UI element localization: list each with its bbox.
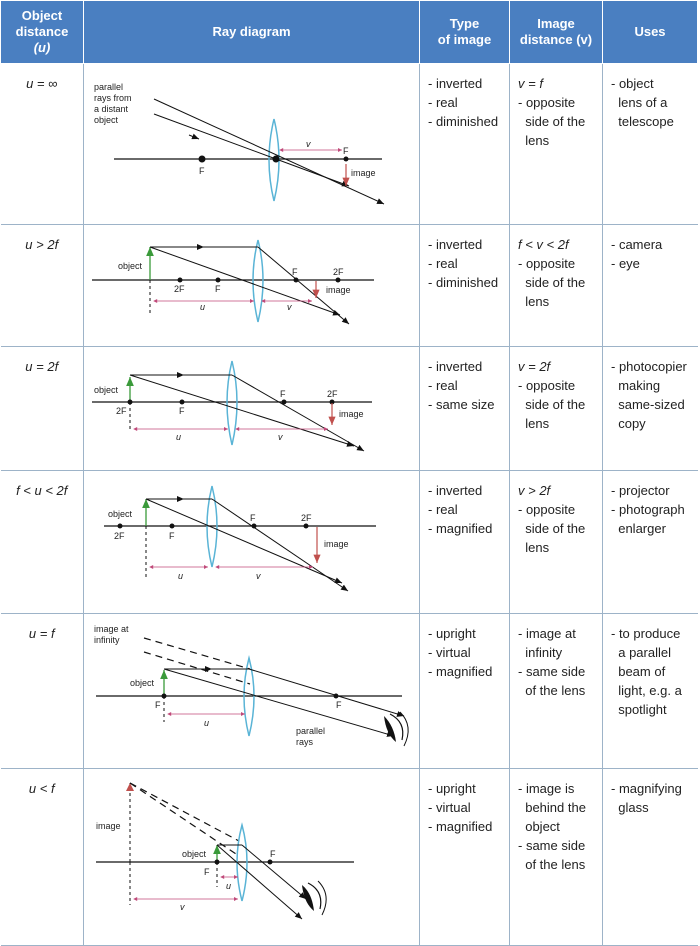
focal-point (180, 400, 185, 405)
ray-diagram-cell (84, 471, 420, 614)
point-2f (336, 278, 341, 283)
header-ray-diagram: Ray diagram (84, 1, 420, 64)
type-of-image-cell (420, 769, 510, 946)
list-item: - real (428, 256, 458, 271)
list-item: - real (428, 502, 458, 517)
list-item: a parallel (611, 645, 671, 660)
point-2f (118, 524, 123, 529)
diagram-label: rays from (94, 93, 132, 103)
object-distance-cell: f < u < 2f (1, 471, 84, 614)
focal-point (216, 278, 221, 283)
list-item: - same size (428, 397, 495, 412)
list-item: - inverted (428, 483, 483, 498)
point-2f (178, 278, 183, 283)
list-item: lens (518, 294, 550, 309)
object-distance-cell: u = 2f (1, 347, 84, 471)
type-of-image-cell (420, 471, 510, 614)
ray-diagram-cell (84, 64, 420, 225)
ray-diagram-at-f (84, 614, 420, 756)
list-item: - magnified (428, 521, 493, 536)
focal-label: 2F (327, 389, 338, 399)
ray (249, 669, 404, 716)
object-distance-cell: u > 2f (1, 225, 84, 347)
focal-point (162, 694, 167, 699)
list-item: - upright (428, 781, 476, 796)
header-type-of-image: Type of image (420, 1, 510, 64)
object-label: object (108, 509, 133, 519)
list-item: - virtual (428, 645, 471, 660)
dashed-line (130, 783, 239, 841)
list-item: - opposite (518, 378, 576, 393)
list-item: - camera (611, 237, 663, 252)
focal-point (199, 156, 206, 163)
list-item: - diminished (428, 275, 499, 290)
list-item: - opposite (518, 95, 576, 110)
list-item: f < v < 2f (518, 237, 569, 252)
list-item: - diminished (428, 114, 499, 129)
list-item: - photograph (611, 502, 685, 517)
list-item: telescope (611, 114, 674, 129)
list-item: of the lens (518, 857, 586, 872)
distance-label: u (204, 718, 210, 728)
list-item: lens of a (611, 95, 668, 110)
image-label: image (326, 285, 351, 295)
list-item: side of the (518, 275, 586, 290)
list-item: - same side (518, 838, 586, 853)
rays-label: rays (296, 737, 314, 747)
image-label: image (96, 821, 121, 831)
list-item: - image at (518, 626, 576, 641)
distance-label: v (256, 571, 261, 581)
list-item: - magnified (428, 664, 493, 679)
list-item: v > 2f (518, 483, 551, 498)
ray-diagram-beyond-2f (84, 225, 420, 334)
list-item: - inverted (428, 76, 483, 91)
ray-diagram-cell (84, 225, 420, 347)
image-label: image (339, 409, 364, 419)
uses-cell (603, 347, 698, 471)
distance-label: u (178, 571, 184, 581)
list-item: lens (518, 540, 550, 555)
ray-diagram-at-2f (84, 347, 420, 458)
ray-diagram-between-f-2f (84, 471, 420, 601)
ray (130, 375, 354, 446)
focal-label: F (336, 700, 342, 710)
list-item: - eye (611, 256, 640, 271)
focal-label: F (155, 700, 161, 710)
list-item: - real (428, 378, 458, 393)
image-distance-cell (510, 769, 603, 946)
focal-label: 2F (333, 267, 344, 277)
distance-label: v (278, 432, 283, 442)
eye-icon (384, 712, 408, 746)
object-label: object (130, 678, 155, 688)
list-item: making (611, 378, 661, 393)
image-label: image (324, 539, 349, 549)
image-label: image (351, 168, 376, 178)
header-object-distance: Object distance (u) (1, 1, 84, 64)
table-row (1, 64, 698, 225)
focal-label: F (250, 513, 256, 523)
rays-label: parallel (296, 726, 326, 736)
ray-diagram-cell (84, 769, 420, 946)
focal-point (252, 524, 257, 529)
point-2f (128, 400, 133, 405)
object-distance-cell: u = f (1, 614, 84, 769)
focal-label: 2F (301, 513, 312, 523)
list-item: enlarger (611, 521, 666, 536)
list-item: - opposite (518, 502, 576, 517)
eye-icon (302, 881, 326, 915)
table-row (1, 347, 698, 471)
type-of-image-cell (420, 347, 510, 471)
list-item: - projector (611, 483, 670, 498)
list-item: side of the (518, 521, 586, 536)
distance-label: v (306, 139, 311, 149)
list-item: glass (611, 800, 649, 815)
distance-label: u (200, 302, 206, 312)
ray (154, 99, 384, 204)
header-row (1, 1, 698, 64)
list-item: - image is (518, 781, 575, 796)
uses-cell (603, 225, 698, 347)
focal-point (268, 860, 273, 865)
focal-label: F (204, 867, 210, 877)
dashed-line (144, 638, 250, 669)
diagram-label: object (94, 115, 119, 125)
uses-cell (603, 614, 698, 769)
type-of-image-cell (420, 614, 510, 769)
focal-label: 2F (116, 406, 127, 416)
image-distance-cell (510, 64, 603, 225)
ray (154, 114, 276, 159)
list-item: of the lens (518, 683, 586, 698)
uses-cell (603, 64, 698, 225)
focal-label: F (215, 284, 221, 294)
image-label: infinity (94, 635, 120, 645)
focal-label: F (169, 531, 175, 541)
focal-point (294, 278, 299, 283)
list-item: - virtual (428, 800, 471, 815)
object-label: object (118, 261, 143, 271)
type-of-image-cell (420, 225, 510, 347)
image-distance-cell (510, 471, 603, 614)
distance-label: u (226, 881, 232, 891)
type-of-image-cell (420, 64, 510, 225)
list-item: - same side (518, 664, 586, 679)
list-item: lens (518, 416, 550, 431)
optical-centre (273, 156, 280, 163)
uses-cell (603, 471, 698, 614)
convex-lens (237, 825, 247, 901)
table-row (1, 225, 698, 347)
list-item: same-sized (611, 397, 685, 412)
object-distance-cell: u = ∞ (1, 64, 84, 225)
list-item: side of the (518, 114, 586, 129)
ray-diagram-cell (84, 347, 420, 471)
focal-label: F (270, 849, 276, 859)
image-label: image at (94, 624, 129, 634)
list-item: side of the (518, 397, 586, 412)
ray-diagram-distant-object (84, 64, 420, 212)
focal-point (334, 694, 339, 699)
uses-cell (603, 769, 698, 946)
focal-label: F (179, 406, 185, 416)
ray (146, 499, 342, 583)
list-item: beam of (611, 664, 666, 679)
ray (276, 159, 349, 186)
image-distance-cell (510, 347, 603, 471)
ray-diagram-cell (84, 614, 420, 769)
diagram-label: a distant (94, 104, 129, 114)
image-distance-cell (510, 614, 603, 769)
distance-label: u (176, 432, 182, 442)
distance-label: v (180, 902, 185, 912)
focal-label: F (199, 166, 205, 176)
point-2f (304, 524, 309, 529)
list-item: light, e.g. a (611, 683, 682, 698)
focal-label: F (280, 389, 286, 399)
object-distance-cell: u < f (1, 769, 84, 946)
image-distance-cell (510, 225, 603, 347)
list-item: - upright (428, 626, 476, 641)
focal-point (170, 524, 175, 529)
object-label: object (94, 385, 119, 395)
ray-diagram-within-f (84, 769, 420, 933)
focal-label: 2F (174, 284, 185, 294)
diagram-label: parallel (94, 82, 124, 92)
list-item: infinity (518, 645, 563, 660)
focal-point (215, 860, 220, 865)
focal-label: F (292, 267, 298, 277)
list-item: - to produce (611, 626, 681, 641)
header-uses: Uses (603, 1, 698, 64)
list-item: - photocopier (611, 359, 687, 374)
list-item: copy (611, 416, 646, 431)
list-item: - object (611, 76, 654, 91)
convex-lens (253, 240, 263, 322)
focal-point (282, 400, 287, 405)
convex-lens (227, 361, 237, 445)
list-item: - inverted (428, 237, 483, 252)
focal-point (344, 157, 349, 162)
list-item: v = f (518, 76, 543, 91)
list-item: - inverted (428, 359, 483, 374)
dashed-line (144, 652, 250, 684)
list-item: - opposite (518, 256, 576, 271)
list-item: behind the (518, 800, 586, 815)
ray-arrow (189, 135, 199, 139)
focal-label: F (343, 146, 349, 156)
list-item: lens (518, 133, 550, 148)
table-row (1, 471, 698, 614)
header-image-distance: Image distance (v) (510, 1, 603, 64)
list-item: - magnifying (611, 781, 682, 796)
distance-label: v (287, 302, 292, 312)
table-row (1, 614, 698, 769)
list-item: object (518, 819, 560, 834)
table-row (1, 769, 698, 946)
list-item: - magnified (428, 819, 493, 834)
list-item: - real (428, 95, 458, 110)
focal-label: 2F (114, 531, 125, 541)
list-item: v = 2f (518, 359, 551, 374)
object-label: object (182, 849, 207, 859)
list-item: spotlight (611, 702, 667, 717)
